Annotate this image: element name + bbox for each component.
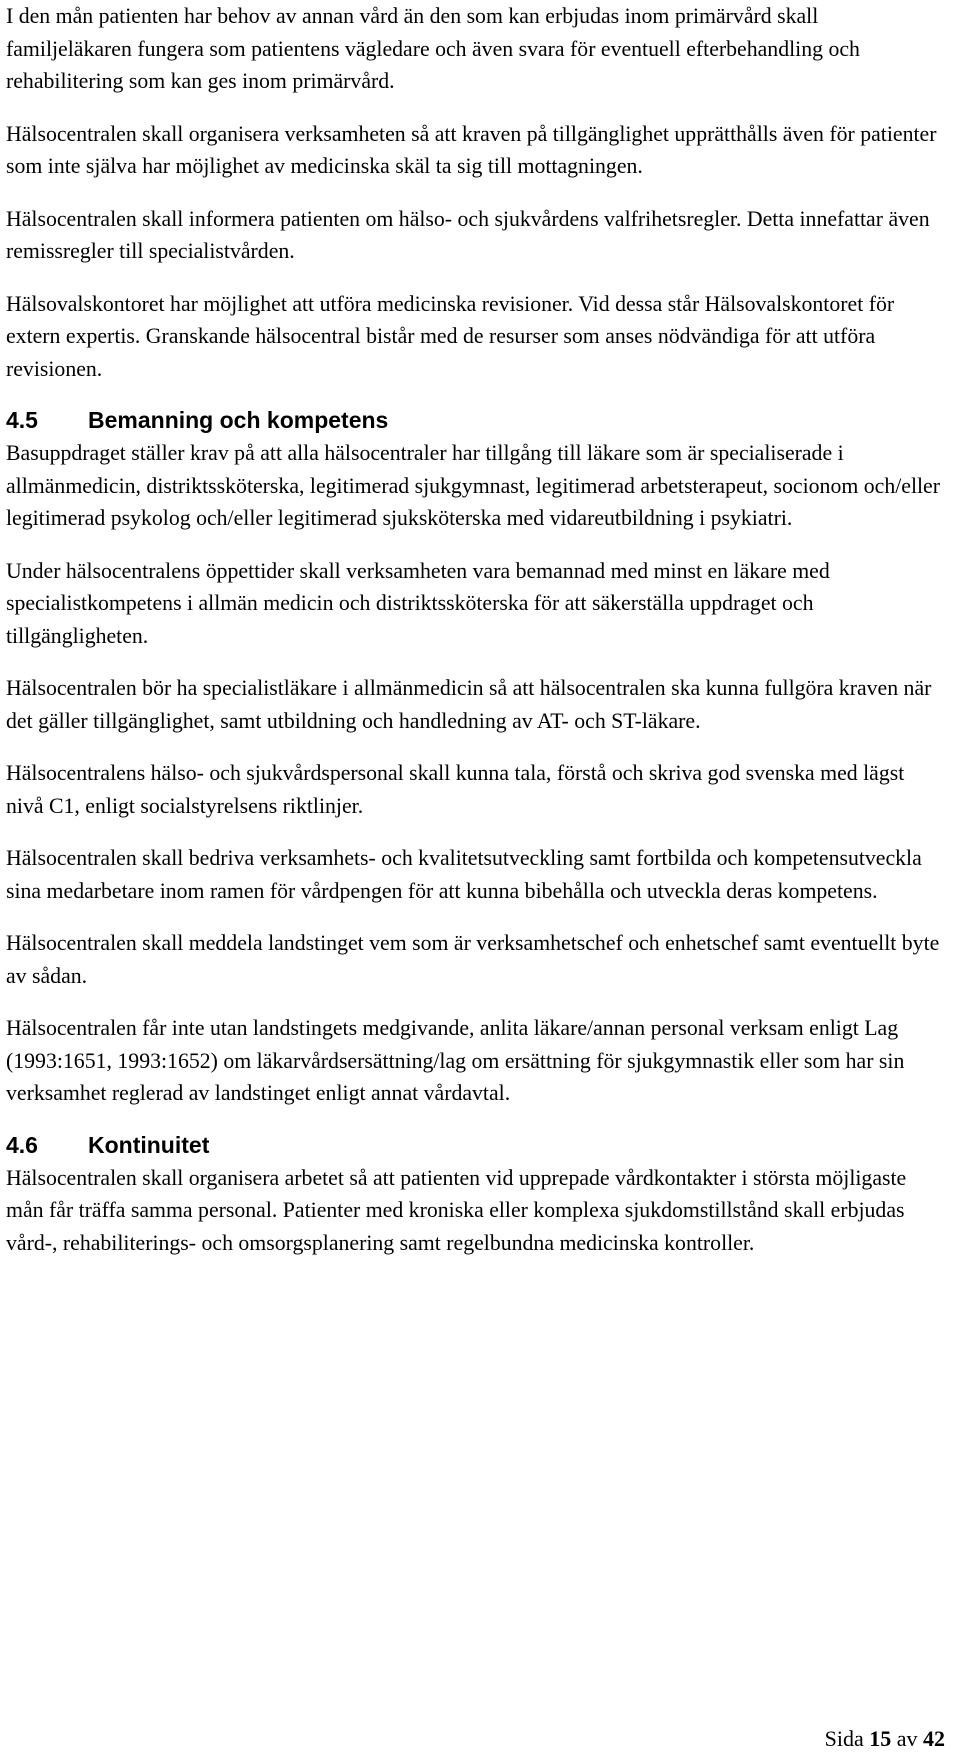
paragraph-language-requirement: Hälsocentralens hälso- och sjukvårdspersonal skall kunna tala, förstå och skriva god svenska med lägst nivå C1, enligt socialstyrelsens riktlinjer. <box>6 761 905 818</box>
paragraph-external-staff: Hälsocentralen får inte utan landstingets medgivande, anlita läkare/annan personal verksam enligt Lag (1993:1651, 1993:1652) om läkarvårdsersättning/lag om ersättning för sjukgymnastik eller som har sin verksamhet reglerad av landstinget enligt annat vårdavtal. <box>6 1016 905 1105</box>
section-title: Bemanning och kompetens <box>88 407 389 433</box>
paragraph-accessibility: Hälsocentralen skall organisera verksamheten så att kraven på tillgänglighet upprätthålls även för patienter som inte själva har möjlighet av medicinska skäl ta sig till mottagningen. <box>6 121 937 178</box>
paragraph-specialist-doctors: Hälsocentralen bör ha specialistläkare i allmänmedicin så att hälsocentralen ska kunna fullgöra kraven när det gäller tillgänglighet, samt utbildning och handledning av AT- och ST-läkare. <box>6 676 932 733</box>
section-number: 4.5 <box>6 407 38 433</box>
paragraph-quality-development: Hälsocentralen skall bedriva verksamhets- och kvalitetsutveckling samt fortbilda och kompetensutveckla sina medarbetare inom ramen för vårdpengen för att kunna bibehålla och utveckla deras kompetens. <box>6 846 922 903</box>
paragraph-revisions: Hälsovalskontoret har möjlighet att utföra medicinska revisioner. Vid dessa står Hälsovalskontoret för extern expertis. Granskande hälsocentral bistår med de resurser som anses nödvändiga för att utföra revisionen. <box>6 291 895 381</box>
page-number-total: 42 <box>923 1726 945 1751</box>
section-heading-staffing <box>6 403 946 437</box>
section-heading-continuity <box>6 1128 946 1162</box>
paragraph-freedom-of-choice: Hälsocentralen skall informera patienten om hälso- och sjukvårdens valfrihetsregler. Detta innefattar även remissregler till specialistvården. <box>6 206 930 263</box>
paragraph-staffing-requirements: Basuppdraget ställer krav på att alla hälsocentraler har tillgång till läkare som är specialiserade i allmänmedicin, distriktssköterska, legitimerad sjukgymnast, legitimerad arbetsterapeut, socionom och/eller legitimerad psykolog och/eller legitimerad sjuksköterska med vidareutbildning i psykiatri. <box>6 441 940 530</box>
page-number <box>825 1724 945 1754</box>
page-number-middle: av <box>891 1726 923 1751</box>
page-number-current: 15 <box>869 1726 892 1751</box>
paragraph-continuity: Hälsocentralen skall organisera arbetet så att patienten vid upprepade vårdkontakter i största möjligaste mån får träffa samma personal. Patienter med kroniska eller komplexa sjukdomstillstånd skall erbjudas vård-, rehabiliterings- och omsorgsplanering samt regelbundna medicinska kontroller. <box>6 1165 907 1255</box>
page-number-prefix: Sida <box>824 1726 870 1751</box>
paragraph-opening-hours-staffing: Under hälsocentralens öppettider skall verksamheten vara bemannad med minst en läkare med specialistkompetens i allmän medicin och distriktssköterska för att säkerställa uppdraget och tillgängligheten. <box>6 558 830 648</box>
paragraph-referral-guidance: I den mån patienten har behov av annan vård än den som kan erbjudas inom primärvård skall familjeläkaren fungera som patientens vägledare och även svara för eventuell efterbehandling och rehabilitering som kan ges inom primärvård. <box>6 4 860 93</box>
section-number: 4.6 <box>6 1131 38 1158</box>
text-column <box>6 0 946 1259</box>
paragraph-manager-notification: Hälsocentralen skall meddela landstinget vem som är verksamhetschef och enhetschef samt eventuellt byte av sådan. <box>6 931 940 988</box>
section-title: Kontinuitet <box>88 1131 210 1158</box>
